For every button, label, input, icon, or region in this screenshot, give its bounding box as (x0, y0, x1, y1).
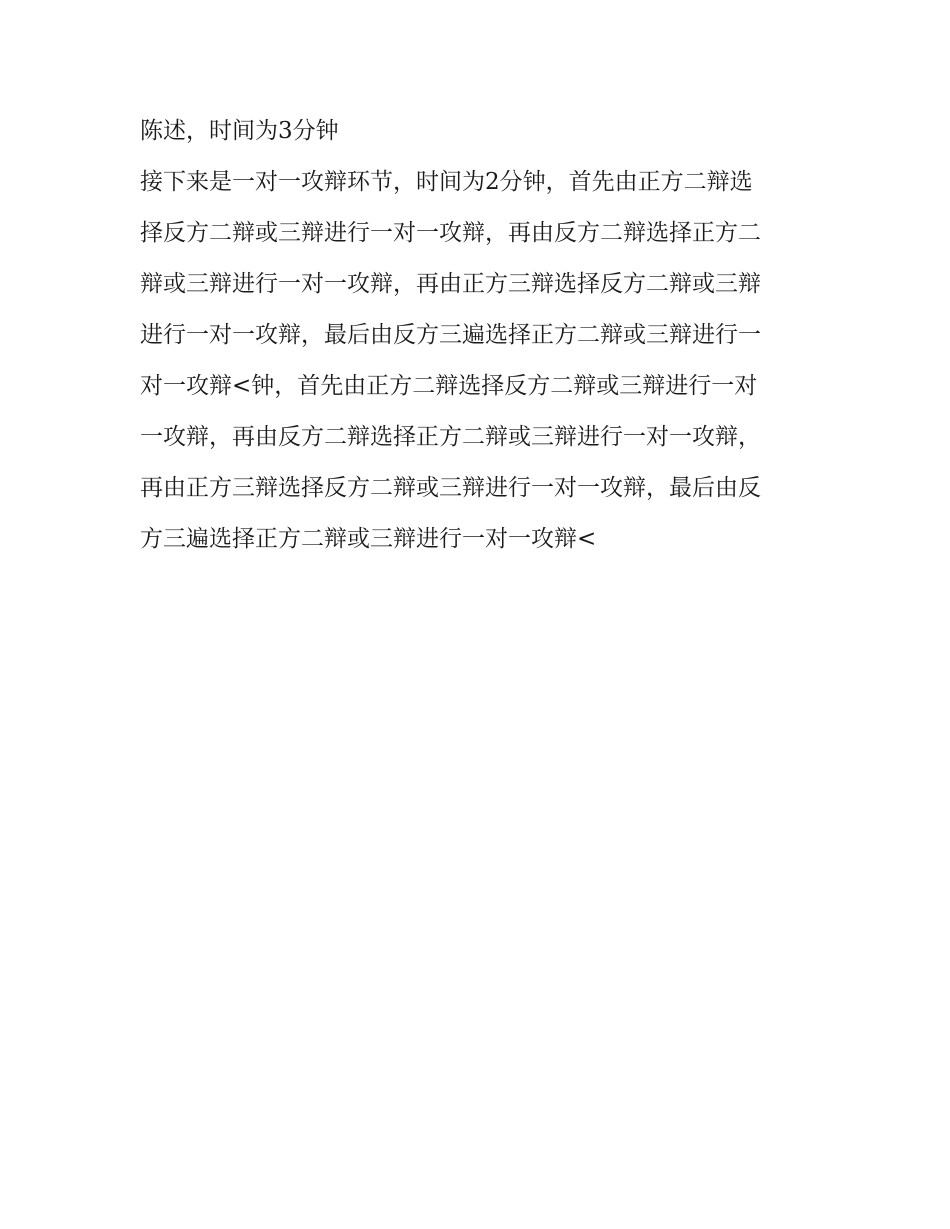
text-line: 辩或三辩进行一对一攻辩，再由正方三辩选择反方二辩或三辩 (140, 271, 761, 297)
body-text (140, 106, 820, 565)
text-line: 一攻辩，再由反方二辩选择正方二辩或三辩进行一对一攻辩， (140, 424, 761, 450)
text-line: 接下来是一对一攻辩环节，时间为2分钟，首先由正方二辩选 (140, 169, 753, 195)
text-line: 进行一对一攻辩，最后由反方三遍选择正方二辩或三辩进行一 (140, 322, 761, 348)
text-line: 对一攻辩<钟，首先由正方二辩选择反方二辩或三辩进行一对 (140, 373, 758, 399)
text-line: 方三遍选择正方二辩或三辩进行一对一攻辩< (140, 526, 597, 552)
text-line: 陈述，时间为3分钟 (140, 118, 339, 144)
text-line: 再由正方三辩选择反方二辩或三辩进行一对一攻辩，最后由反 (140, 475, 761, 501)
text-line: 择反方二辩或三辩进行一对一攻辩，再由反方二辩选择正方二 (140, 220, 761, 246)
